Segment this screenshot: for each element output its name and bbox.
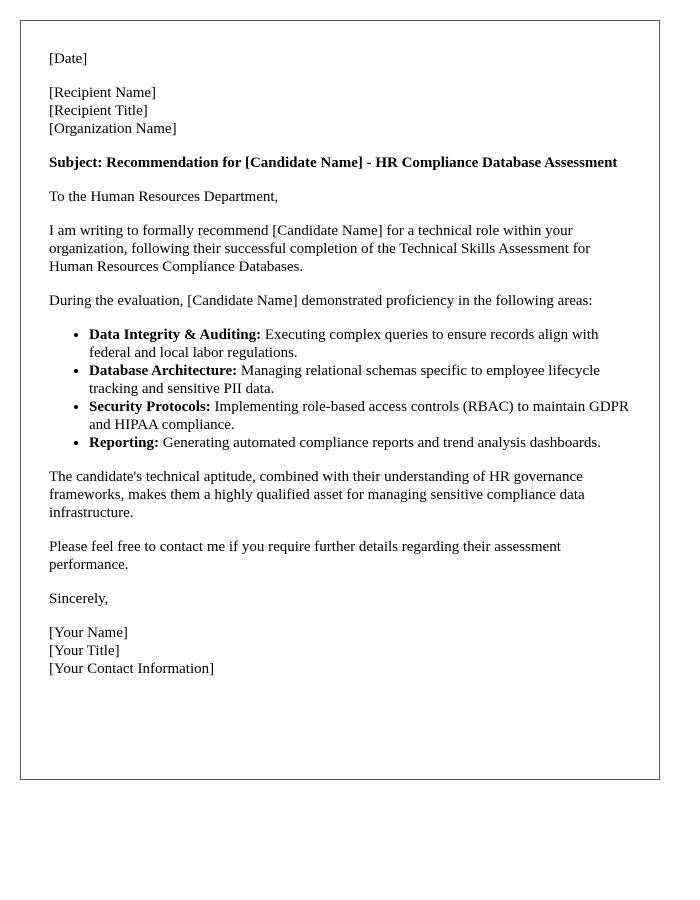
body-paragraph-1: I am writing to formally recommend [Candidate Name] for a technical role within your organization, following their successful completion of the Technical Skills Assessment for Human Resources Compliance Databases. xyxy=(49,223,591,275)
letter-document xyxy=(20,20,660,780)
list-item-description: Generating automated compliance reports and trend analysis dashboards. xyxy=(159,435,601,451)
list-item-term: Reporting: xyxy=(89,435,159,451)
recipient-name: [Recipient Name] xyxy=(49,85,157,101)
signature-title: [Your Title] xyxy=(49,643,120,659)
recipient-title: [Recipient Title] xyxy=(49,103,148,119)
body-paragraph-4: Please feel free to contact me if you require further details regarding their assessment performance. xyxy=(49,539,561,573)
signature-name: [Your Name] xyxy=(49,625,128,641)
recipient-organization: [Organization Name] xyxy=(49,121,177,137)
closing: Sincerely, xyxy=(49,591,109,607)
list-item-term: Data Integrity & Auditing: xyxy=(89,327,262,343)
list-item-term: Database Architecture: xyxy=(89,363,238,379)
proficiency-list xyxy=(49,326,631,452)
signature-block xyxy=(49,624,631,678)
salutation: To the Human Resources Department, xyxy=(49,189,279,205)
list-item-term: Security Protocols: xyxy=(89,399,211,415)
signature-contact: [Your Contact Information] xyxy=(49,661,215,677)
recipient-block xyxy=(49,84,631,138)
date-block xyxy=(49,50,631,68)
list-item xyxy=(89,326,631,362)
list-item-description: Executing complex queries to ensure records align with federal and local labor regulations. xyxy=(89,327,599,361)
letter-date: [Date] xyxy=(49,51,88,67)
list-item xyxy=(89,362,631,398)
subject-line: Subject: Recommendation for [Candidate Name] - HR Compliance Database Assessment xyxy=(49,155,618,171)
body-paragraph-3: The candidate's technical aptitude, combined with their understanding of HR governance frameworks, makes them a highly qualified asset for managing sensitive compliance data infrastructure. xyxy=(49,469,585,521)
list-item-description: Implementing role-based access controls (RBAC) to maintain GDPR and HIPAA compliance. xyxy=(89,399,630,433)
list-item-description: Managing relational schemas specific to employee lifecycle tracking and sensitive PII data. xyxy=(89,363,600,397)
body-paragraph-2: During the evaluation, [Candidate Name] demonstrated proficiency in the following areas: xyxy=(49,293,593,309)
list-item xyxy=(89,398,631,434)
list-item xyxy=(89,434,631,452)
